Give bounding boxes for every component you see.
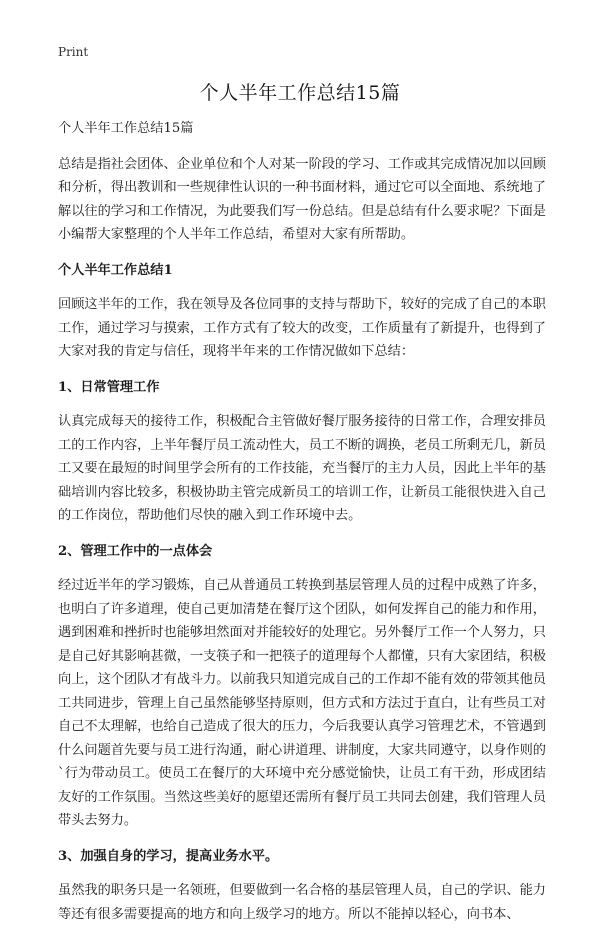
item2-heading: 2、管理工作中的一点体会	[58, 543, 213, 559]
section1-heading: 个人半年工作总结1	[58, 262, 173, 278]
print-label[interactable]: Print	[58, 45, 89, 59]
item1-heading: 1、日常管理工作	[58, 379, 160, 395]
item3-heading: 3、加强自身的学习，提高业务水平。	[58, 848, 279, 864]
subtitle: 个人半年工作总结15篇	[58, 121, 194, 136]
page-title: 个人半年工作总结15篇	[199, 82, 401, 104]
item2-paragraph: 经过近半年的学习锻炼，自己从普通员工转换到基层管理人员的过程中成熟了许多，也明白了许多道理，使自己更加清楚在餐厅这个团队，如何发挥自己的能力和作用，遇到困难和挫折时也能够坦然面对并能较好的处理它。另外餐厅工作一个人努力，只是自己好其影响甚微，一支筷子和一把筷子的道理每个人都懂，只有大家团结，积极向上，这个团队才有战斗力。以前我只知道完成自己的工作却不能有效的带领其他员工共同进步，管理上自己虽然能够坚持原则，但方式和方法过于直白，让有些员工对自己不太理解，也给自己造成了很大的压力，今后我要认真学习管理艺术，不管遇到什么问题首先要与员工进行沟通，耐心讲道理、讲制度，大家共同遵守，以身作则的`行为带动员工。使员工在餐厅的大环境中充分感觉愉快，让员工有干劲，形成团结友好的工作氛围。当然这些美好的愿望还需所有餐厅员工共同去创建，我们管理人员带头去努力。	[58, 578, 546, 828]
item3-paragraph: 虽然我的职务只是一名领班，但要做到一名合格的基层管理人员，自己的学识、能力等还有很多需要提高的地方和向上级学习的地方。所以不能掉以轻心，向书本、	[58, 883, 546, 922]
section1-paragraph: 回顾这半年的工作，我在领导及各位同事的支持与帮助下，较好的完成了自己的本职工作，通过学习与摸索，工作方式有了较大的改变，工作质量有了新提升，也得到了大家对我的肯定与信任，现将半年来的工作情况做如下总结：	[58, 297, 546, 359]
intro-paragraph: 总结是指社会团体、企业单位和个人对某一阶段的学习、工作或其完成情况加以回顾和分析，得出教训和一些规律性认识的一种书面材料，通过它可以全面地、系统地了解以往的学习和工作情况，为此要我们写一份总结。但是总结有什么要求呢？下面是小编帮大家整理的个人半年工作总结，希望对大家有所帮助。	[58, 156, 546, 242]
document-body	[58, 117, 546, 938]
item1-paragraph: 认真完成每天的接待工作，积极配合主管做好餐厅服务接待的日常工作，合理安排员工的工作内容，上半年餐厅员工流动性大，员工不断的调换，老员工所剩无几，新员工又要在最短的时间里学会所有的工作技能，充当餐厅的主力人员，因此上半年的基础培训内容比较多，积极协助主管完成新员工的培训工作，让新员工能很快进入自己的工作岗位，帮助他们尽快的融入到工作环境中去。	[58, 414, 546, 523]
